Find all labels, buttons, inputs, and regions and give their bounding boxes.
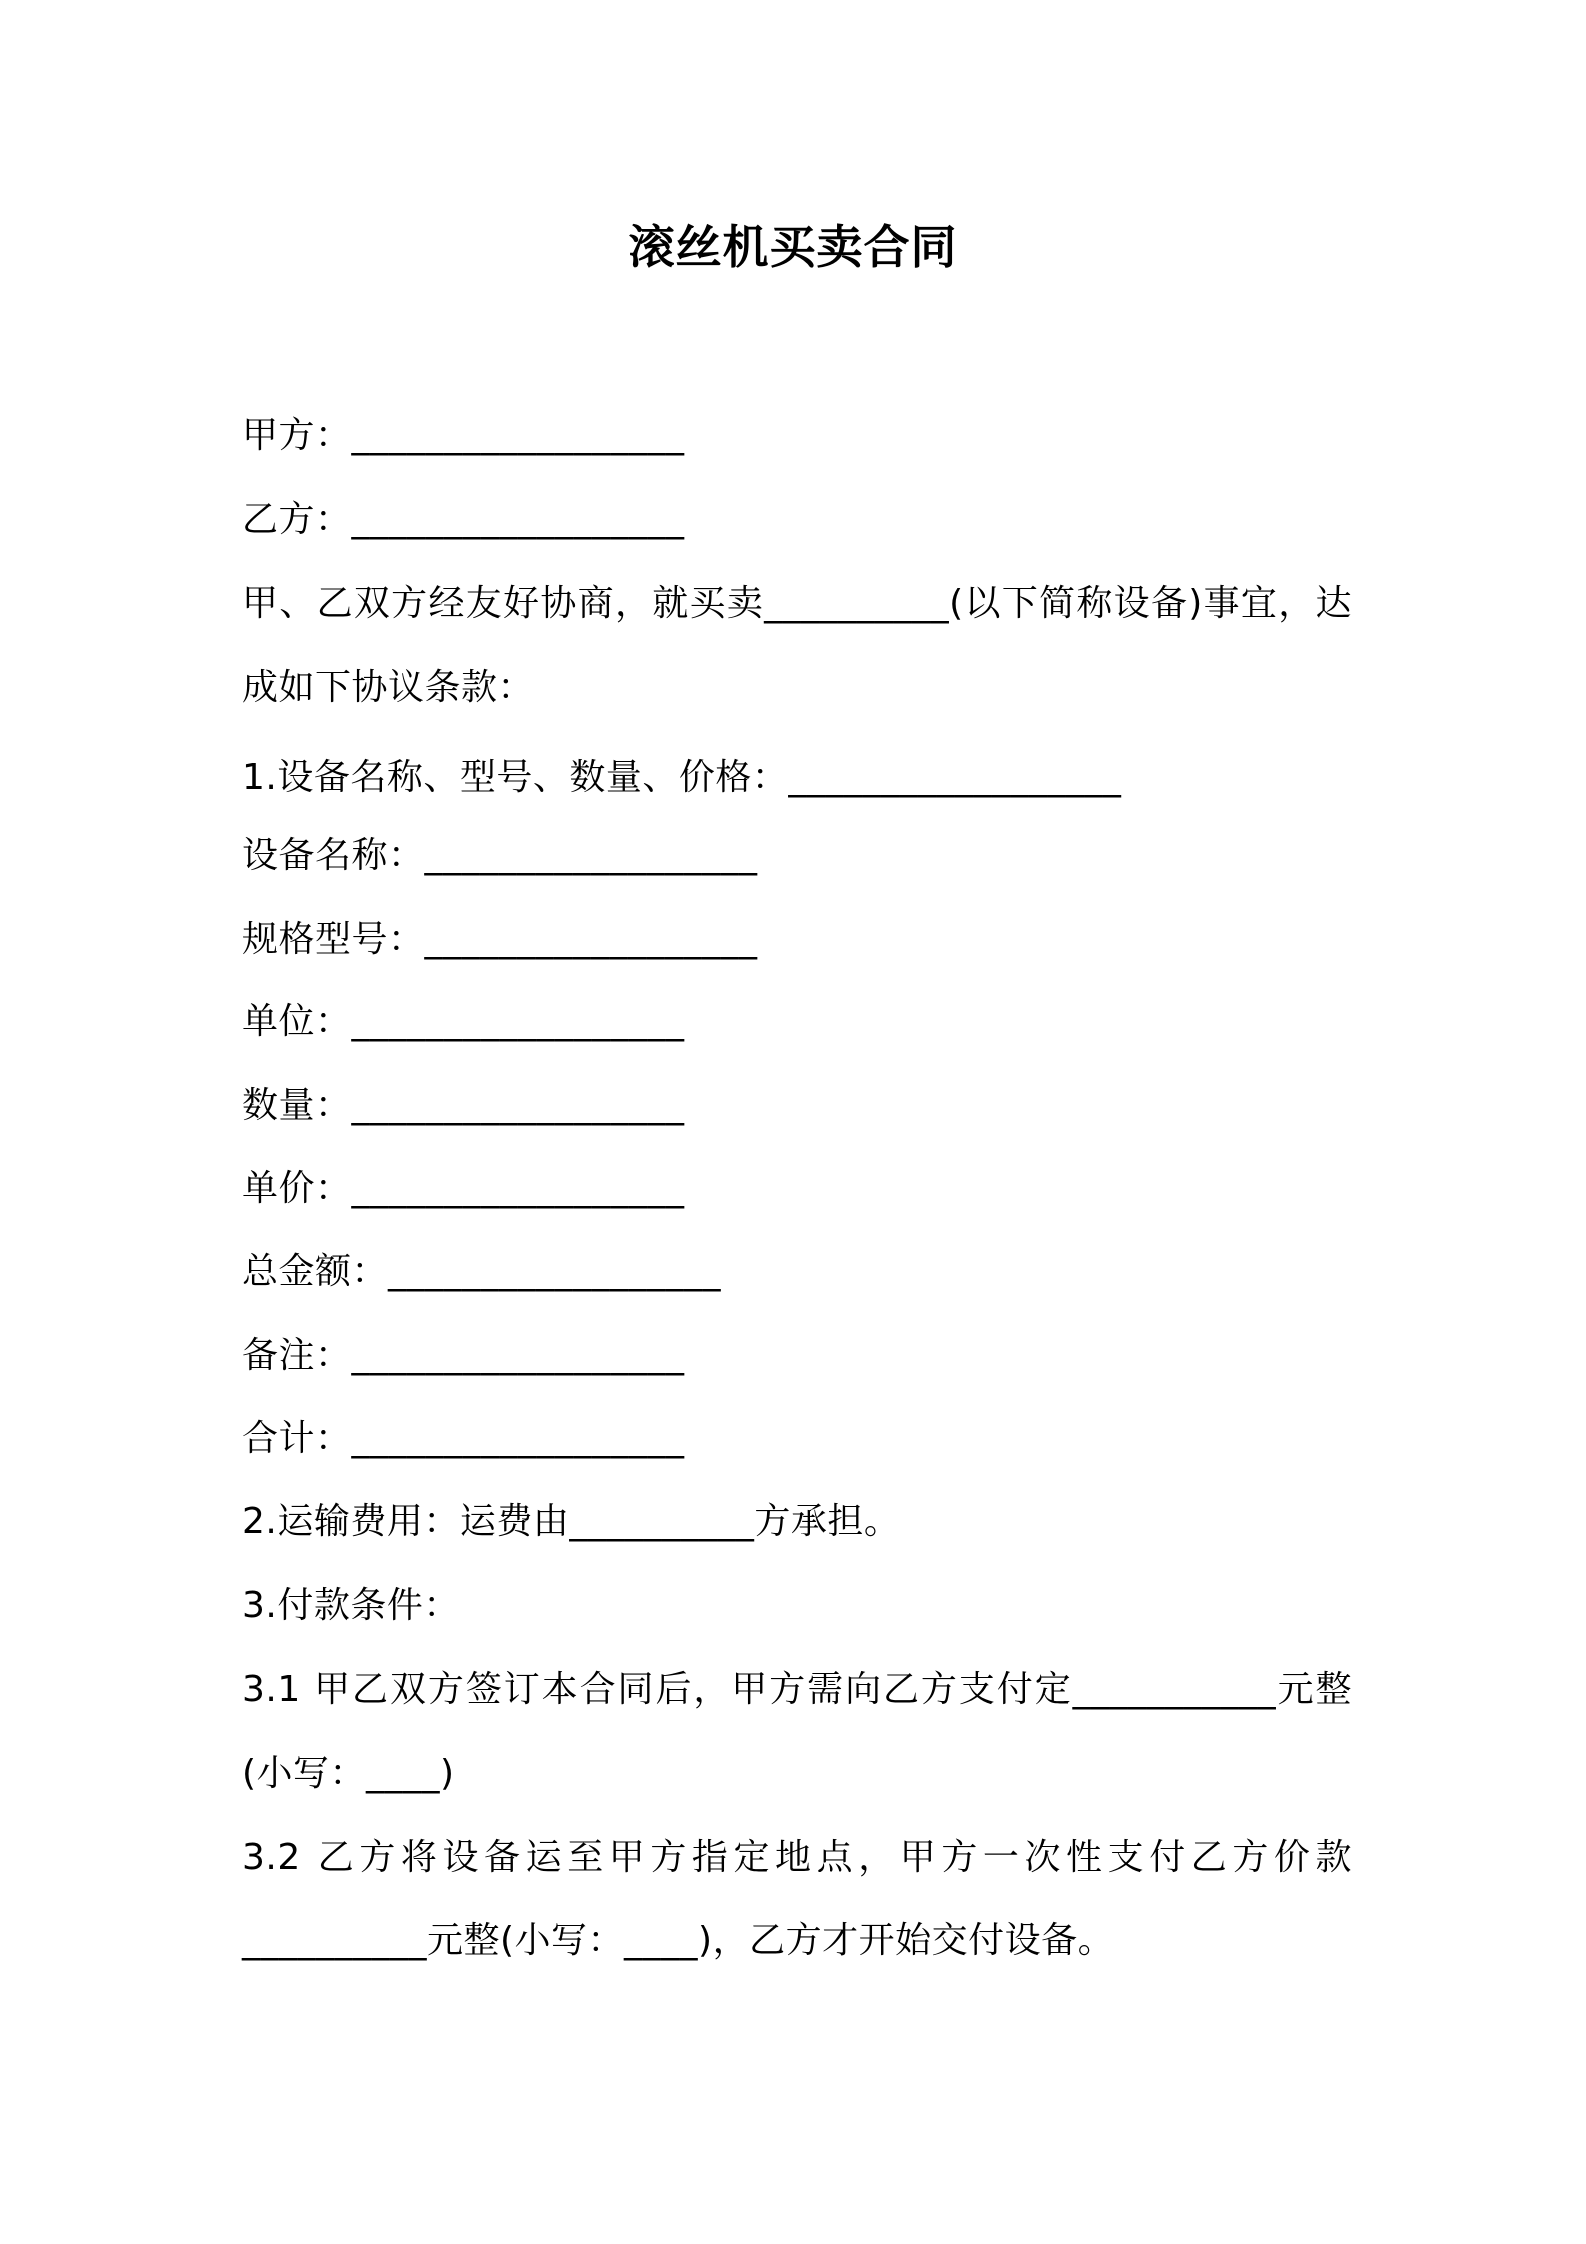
intro-line-2: 成如下协议条款： [242,667,535,708]
clause-3-heading: 3.付款条件： [242,1585,460,1626]
document-title: 滚丝机买卖合同 [628,220,958,274]
clause-3-1-line-1: 3.1 甲乙双方签订本合同后，甲方需向乙方支付定___________元整 [242,1669,1352,1710]
spec-model-line: 规格型号：__________________ [242,919,758,960]
total-amount-line: 总金额：__________________ [242,1251,722,1292]
party-a-line: 甲方：__________________ [242,415,685,456]
equipment-name-line: 设备名称：__________________ [242,835,758,876]
clause-3-2-line-2: __________元整(小写：____)，乙方才开始交付设备。 [242,1920,1115,1961]
clause-1-heading: 1.设备名称、型号、数量、价格：__________________ [242,757,1122,798]
party-b-line: 乙方：__________________ [242,499,685,540]
clause-3-2-line-1: 3.2 乙方将设备运至甲方指定地点，甲方一次性支付乙方价款 [242,1837,1352,1878]
clause-3-1-line-2: (小写：____) [242,1753,455,1794]
unit-price-line: 单价：__________________ [242,1168,685,1209]
intro-line-1: 甲、乙双方经友好协商，就买卖__________(以下简称设备)事宜，达 [242,583,1352,624]
sum-line: 合计：__________________ [242,1418,685,1459]
unit-line: 单位：__________________ [242,1001,685,1042]
remarks-line: 备注：__________________ [242,1335,685,1376]
clause-2-transport: 2.运输费用：运费由__________方承担。 [242,1501,901,1542]
quantity-line: 数量：__________________ [242,1085,685,1126]
